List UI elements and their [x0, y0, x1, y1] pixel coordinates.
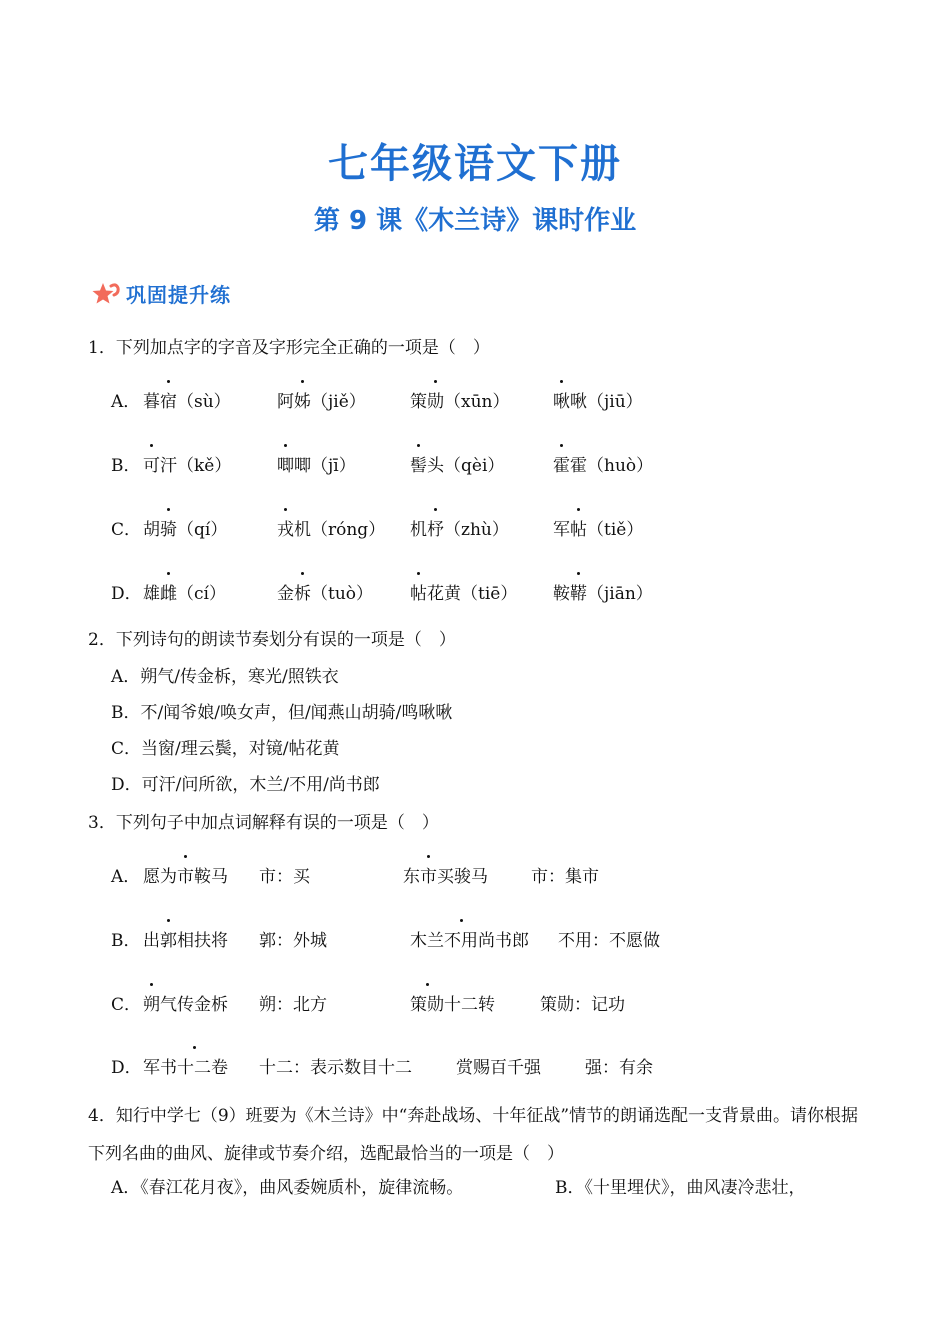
question-3-option-label: A． [111, 867, 141, 887]
question-3-option-cell [143, 926, 228, 951]
question-1-option-item [277, 387, 366, 412]
question-3-stem: 3．下列句子中加点词解释有误的一项是（ ） [88, 813, 439, 833]
cell-text: 策 [410, 392, 427, 412]
cell-text: 相扶将 [177, 931, 228, 951]
dotted-char: 市 [177, 862, 194, 887]
dotted-char: 十二 [177, 1053, 211, 1078]
cell-text: （qí） [177, 520, 228, 540]
cell-text: 东 [403, 867, 420, 887]
cell-text: 愿为 [143, 867, 177, 887]
question-1-option-item [553, 451, 653, 476]
question-2-stem: 2．下列诗句的朗读节奏划分有误的一项是（ ） [88, 630, 456, 650]
question-2-option-c: C．当窗/理云鬓，对镜/帖花黄 [111, 739, 340, 759]
question-3-option-cell [403, 862, 488, 887]
dotted-char: 姊 [294, 387, 311, 412]
cell-text: 军书 [143, 1058, 177, 1078]
dotted-char: 杼 [427, 515, 444, 540]
question-4-option-b: B．《十里埋伏》，曲风凄冷悲壮， [555, 1178, 806, 1198]
dotted-char: 勋 [427, 387, 444, 412]
cell-text: 木兰 [410, 931, 444, 951]
question-1-option-item [143, 515, 227, 540]
dotted-char: 鞯 [570, 579, 587, 604]
dotted-char: 戎 [277, 515, 294, 540]
cell-text: 霍（huò） [570, 456, 654, 476]
question-1-option-item [553, 579, 653, 604]
dotted-char: 朔 [143, 990, 160, 1015]
question-1-stem: 1．下列加点字的字音及字形完全正确的一项是（ ） [88, 338, 490, 358]
dotted-char: 骑 [160, 515, 177, 540]
dotted-char: 策勋 [410, 990, 444, 1015]
cell-text: 军 [553, 520, 570, 540]
question-1-option-label: A． [111, 392, 141, 412]
question-3-option-cell: 郭：外城 [259, 931, 327, 951]
cell-text: （tiě） [587, 520, 644, 540]
question-3-option-cell: 市：买 [259, 867, 310, 887]
dotted-char: 霍 [553, 451, 570, 476]
question-1-option-item [410, 579, 517, 604]
question-3-option-cell [410, 990, 495, 1015]
cell-text: （zhù） [444, 520, 509, 540]
question-1-option-item [410, 387, 510, 412]
dotted-char: 宿 [160, 387, 177, 412]
question-1-option-label: D． [111, 584, 142, 604]
question-1-option-label: B． [111, 456, 141, 476]
dotted-char: 郭 [160, 926, 177, 951]
cell-text: 买骏马 [437, 867, 488, 887]
cell-text: 雄 [143, 584, 160, 604]
question-1-option-item [143, 451, 231, 476]
question-1-option-item [410, 515, 509, 540]
cell-text: 阿 [277, 392, 294, 412]
question-2-option-d: D．可汗/问所欲，木兰/不用/尚书郎 [111, 775, 380, 795]
question-1-option-item [277, 515, 385, 540]
cell-text: 卷 [211, 1058, 228, 1078]
question-3-option-cell: 十二：表示数目十二 [259, 1058, 412, 1078]
cell-text: 胡 [143, 520, 160, 540]
cell-text: 花黄（tiē） [427, 584, 518, 604]
cell-text: 鞍 [553, 584, 570, 604]
question-3-option-cell [143, 1053, 228, 1078]
cell-text: 鞍马 [194, 867, 228, 887]
cell-text: 尚书郎 [478, 931, 529, 951]
cell-text: （jiě） [311, 392, 366, 412]
cell-text: 头（qèi） [427, 456, 505, 476]
cell-text: 十二转 [444, 995, 495, 1015]
question-3-option-cell: 朔：北方 [259, 995, 327, 1015]
page-title: 七年级语文下册 [328, 141, 622, 187]
cell-text: 机 [410, 520, 427, 540]
question-3-option-cell: 不用：不愿做 [558, 931, 660, 951]
question-4-stem: 4．知行中学七（9）班要为《木兰诗》中“奔赴战场、十年征战”情节的朗诵选配一支背景曲。请你根据下列名曲的曲风、旋律或节奏介绍，选配最恰当的一项是（ ） [88, 1106, 859, 1164]
cell-text: （xūn） [444, 392, 510, 412]
question-3-option-cell: 策勋：记功 [540, 995, 625, 1015]
question-4-option-a: A．《春江花月夜》，曲风委婉质朴，旋律流畅。 [111, 1178, 464, 1198]
dotted-char: 帖 [570, 515, 587, 540]
cell-text: 气传金柝 [160, 995, 228, 1015]
question-1-option-item [277, 451, 356, 476]
question-3-option-cell: 市：集市 [531, 867, 599, 887]
cell-text: 唧（jī） [294, 456, 356, 476]
cell-text: （jiān） [587, 584, 653, 604]
question-1-option-item [553, 515, 643, 540]
dotted-char: 啾 [553, 387, 570, 412]
dotted-char: 雌 [160, 579, 177, 604]
section-label: 巩固提升练 [126, 283, 231, 307]
question-3-option-label: D． [111, 1058, 142, 1078]
question-1-option-item [277, 579, 373, 604]
page-subtitle: 第 9 课《木兰诗》课时作业 [313, 206, 637, 236]
cell-text: 啾（jiū） [570, 392, 643, 412]
question-2-option-a: A．朔气/传金柝，寒光/照铁衣 [111, 667, 339, 687]
cell-text: 机（róng） [294, 520, 386, 540]
cell-text: 暮 [143, 392, 160, 412]
dotted-char: 帖 [410, 579, 427, 604]
cell-text: （sù） [177, 392, 231, 412]
cell-text: 汗（kě） [160, 456, 232, 476]
question-3-option-cell: 强：有余 [585, 1058, 653, 1078]
question-1-option-item [410, 451, 504, 476]
cell-text: 出 [143, 931, 160, 951]
cell-text: 赏赐百千强 [456, 1058, 541, 1078]
question-1-option-item [143, 387, 231, 412]
section-header [92, 279, 231, 308]
question-3-option-label: C． [111, 995, 142, 1015]
cell-text: （cí） [177, 584, 226, 604]
star-icon [92, 280, 120, 308]
dotted-char: 柝 [294, 579, 311, 604]
cell-text: （tuò） [311, 584, 374, 604]
question-3-option-label: B． [111, 931, 141, 951]
question-3-option-cell [143, 862, 228, 887]
cell-text: 金 [277, 584, 294, 604]
dotted-char: 市 [420, 862, 437, 887]
question-3-option-cell [456, 1053, 541, 1078]
question-3-option-cell [143, 990, 228, 1015]
dotted-char: 可 [143, 451, 160, 476]
question-1-option-label: C． [111, 520, 142, 540]
question-1-option-item [143, 579, 226, 604]
dotted-char: 唧 [277, 451, 294, 476]
dotted-char: 不用 [444, 926, 478, 951]
question-2-option-b: B．不/闻爷娘/唤女声，但/闻燕山胡骑/鸣啾啾 [111, 703, 453, 723]
question-1-option-item [553, 387, 643, 412]
dotted-char: 髻 [410, 451, 427, 476]
question-3-option-cell [410, 926, 529, 951]
